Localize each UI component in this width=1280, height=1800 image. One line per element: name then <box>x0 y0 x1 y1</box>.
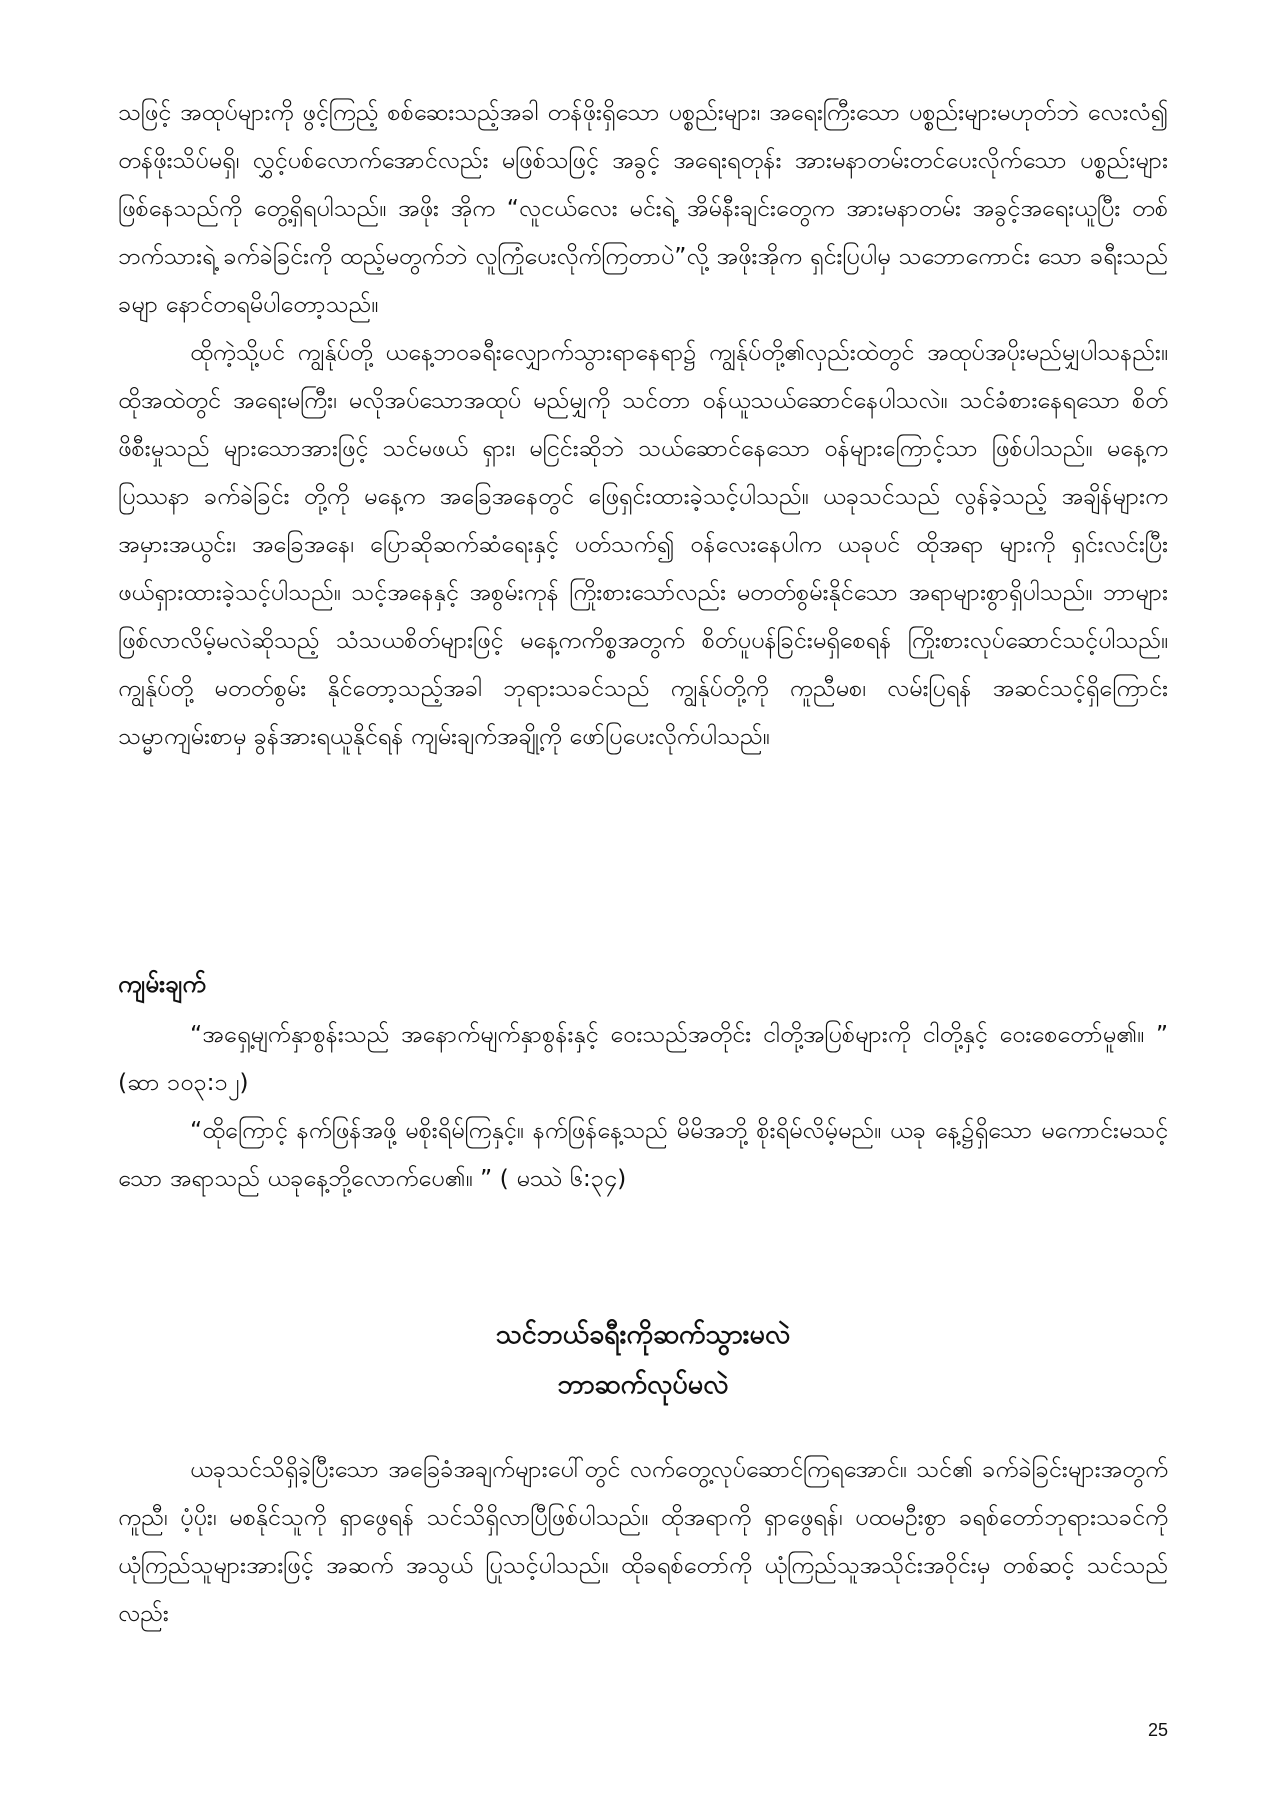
paragraph: ထိုကဲ့သို့ပင် ကျွန်ုပ်တို့ ယနေ့ဘဝခရီးလျှောက်သွားရာနေရာ၌ ကျွန်ုပ်တို့၏လှည်းထဲတွင် အထုပ်အပိုးမည်မျှပါသနည်း။ ထိုအထဲတွင် အရေးမကြီး၊ မလိုအပ်သောအထုပ် မည်မျှကို သင်တာ ဝန်ယူသယ်ဆောင်နေပါသလဲ။ သင်ခံစားနေရသော စိတ်ဖိစီးမှုသည် များသောအားဖြင့် သင်မဖယ် ရှား၊ မငြင်းဆိုဘဲ သယ်ဆောင်နေသော ဝန်များကြောင့်သာ ဖြစ်ပါသည်။ မနေ့ကပြဿနာ ခက်ခဲခြင်း တို့ကို မနေ့က အခြေအနေတွင် ဖြေရှင်းထားခဲ့သင့်ပါသည်။ ယခုသင်သည် လွန်ခဲ့သည့် အချိန်များက အမှားအယွင်း၊ အခြေအနေ၊ ပြောဆိုဆက်ဆံရေးနှင့် ပတ်သက်၍ ဝန်လေးနေပါက ယခုပင် ထိုအရာ များကို ရှင်းလင်းပြီး ဖယ်ရှားထားခဲ့သင့်ပါသည်။ သင့်အနေနှင့် အစွမ်းကုန် ကြိုးစားသော်လည်း မတတ်စွမ်းနိုင်သော အရာများစွာရှိပါသည်။ ဘာများ ဖြစ်လာလိမ့်မလဲဆိုသည့် သံသယစိတ်များဖြင့် မနေ့ကကိစ္စအတွက် စိတ်ပူပန်ခြင်းမရှိစေရန် ကြိုးစားလုပ်ဆောင်သင့်ပါသည်။ ကျွန်ုပ်တို့ မတတ်စွမ်း နိုင်တော့သည့်အခါ ဘုရားသခင်သည် ကျွန်ုပ်တို့ကို ကူညီမစ၊ လမ်းပြရန် အဆင်သင့်ရှိကြောင်း သမ္မာကျမ်းစာမှ ခွန်အားရယူနိုင်ရန် ကျမ်းချက်အချို့ကို ဖော်ပြပေးလိုက်ပါသည်။ <box>118 338 1168 750</box>
chapter-title-line: ဘာဆက်လုပ်မလဲ <box>557 1369 729 1400</box>
body-text-top <box>118 88 1168 760</box>
page-number: 25 <box>1147 1720 1168 1740</box>
verse-quote: “အရှေ့မျက်နှာစွန်းသည် အနောက်မျက်နှာစွန်းနှင့် ဝေးသည်အတိုင်း ငါတို့အပြစ်များကို ငါတို့နှင့် ဝေးစေတော်မူ၏။ ” (ဆာ ၁၀၃:၁၂) <box>118 1020 1168 1096</box>
paragraph: သဖြင့် အထုပ်များကို ဖွင့်ကြည့် စစ်ဆေးသည့်အခါ တန်ဖိုးရှိသော ပစ္စည်းများ၊ အရေးကြီးသော ပစ္စည်းများမဟုတ်ဘဲ လေးလံ၍ တန်ဖိုးသိပ်မရှိ၊ လွှင့်ပစ်လောက်အောင်လည်း မဖြစ်သဖြင့် အခွင့် အရေးရတုန်း အားမနာတမ်းတင်ပေးလိုက်သော ပစ္စည်းများ ဖြစ်နေသည်ကို တွေ့ရှိရပါသည်။ အဖိုး အိုက “လူငယ်လေး မင်းရဲ့ အိမ်နီးချင်းတွေက အားမနာတမ်း အခွင့်အရေးယူပြီး တစ်ဘက်သားရဲ့ ခက်ခဲခြင်းကို ထည့်မတွက်ဘဲ လူကြုံပေးလိုက်ကြတာပဲ”လို့ အဖိုးအိုက ရှင်းပြပါမှ သဘောကောင်း သော ခရီးသည်ခမျာ နောင်တရမိပါတော့သည်။ <box>118 98 1168 318</box>
paragraph: ယခုသင်သိရှိခဲ့ပြီးသော အခြေခံအချက်များပေါ်တွင် လက်တွေ့လုပ်ဆောင်ကြရအောင်။ သင်၏ ခက်ခဲခြင်းများအတွက် ကူညီ၊ ပံ့ပိုး၊ မစနိုင်သူကို ရှာဖွေရန် သင်သိရှိလာပြီဖြစ်ပါသည်။ ထိုအရာကို ရှာဖွေရန်၊ ပထမဦးစွာ ခရစ်တော်ဘုရားသခင်ကို ယုံကြည်သူများအားဖြင့် အဆက် အသွယ် ပြုသင့်ပါသည်။ ထိုခရစ်တော်ကို ယုံကြည်သူအသိုင်းအဝိုင်းမှ တစ်ဆင့် သင်သည်လည်း <box>118 1455 1168 1627</box>
verse-block <box>118 1010 1168 1202</box>
chapter-title <box>118 1310 1168 1410</box>
chapter-title-line: သင်ဘယ်ခရီးကိုဆက်သွားမလဲ <box>495 1319 791 1350</box>
verse-quote: “ထိုကြောင့် နက်ဖြန်အဖို့ မစိုးရိမ်ကြနှင့်။ နက်ဖြန်နေ့သည် မိမိအဘို့ စိုးရိမ်လိမ့်မည်။ ယခု နေ့၌ရှိသော မကောင်းမသင့်သော အရာသည် ယခုနေ့ဘို့လောက်ပေ၏။ ” ( မဿဲ ၆:၃၄) <box>118 1116 1168 1192</box>
section-heading: ကျမ်းချက် <box>118 970 206 998</box>
body-text-bottom <box>118 1445 1168 1637</box>
